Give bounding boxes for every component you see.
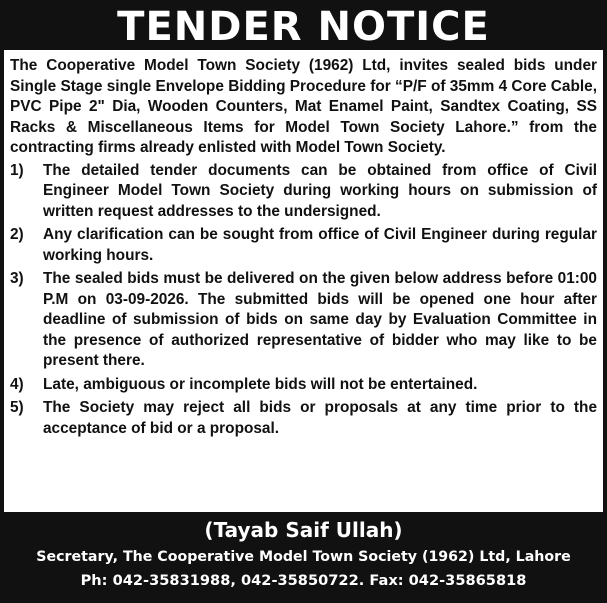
term-number: 4) bbox=[10, 375, 24, 393]
notice-footer bbox=[4, 512, 603, 599]
term-text: Any clarification can be sought from office of Civil Engineer during regular working hours. bbox=[43, 226, 597, 264]
term-text: The sealed bids must be delivered on the given below address before 01:00 P.M on 03-09-2026. The submitted bids will be opened one hour after deadline of submission of bids on same day by Evaluation Committee in the presence of authorized representative of bidder who may like to be present there. bbox=[43, 270, 597, 369]
term-number: 5) bbox=[10, 399, 24, 416]
terms-list bbox=[10, 161, 597, 440]
term-item bbox=[10, 375, 597, 396]
term-item bbox=[10, 269, 597, 372]
term-number: 2) bbox=[10, 226, 24, 243]
term-item bbox=[10, 225, 597, 266]
term-item bbox=[10, 161, 597, 223]
term-number: 3) bbox=[10, 270, 24, 287]
term-text: The Society may reject all bids or proposals at any time prior to the acceptance of bid or a proposal. bbox=[43, 399, 597, 437]
intro-paragraph: The Cooperative Model Town Society (1962) Ltd, invites sealed bids under Single Stage single Envelope Bidding Procedure for “P/F of 35mm 4 Core Cable, PVC Pipe 2" Dia, Wooden Counters, Mat Enamel Paint, Sandtex Coating, SS Racks & Miscellaneous Items for Model Town Society Lahore.” from the contracting firms already enlisted with Model Town Society. bbox=[10, 57, 597, 156]
notice-body bbox=[4, 50, 603, 439]
term-text: The detailed tender documents can be obtained from office of Civil Engineer Model Town Society during working hours on submission of written request addresses to the undersigned. bbox=[43, 161, 597, 220]
term-text: Late, ambiguous or incomplete bids will not be entertained. bbox=[43, 375, 478, 393]
term-item bbox=[10, 398, 597, 439]
term-number: 1) bbox=[10, 161, 24, 179]
signatory-name: (Tayab Saif Ullah) bbox=[204, 518, 403, 542]
contact-numbers: Ph: 042-35831988, 042-35850722. Fax: 042-35865818 bbox=[80, 572, 527, 589]
signatory-designation: Secretary, The Cooperative Model Town Society (1962) Ltd, Lahore bbox=[36, 549, 571, 565]
notice-title: TENDER NOTICE bbox=[4, 4, 603, 50]
